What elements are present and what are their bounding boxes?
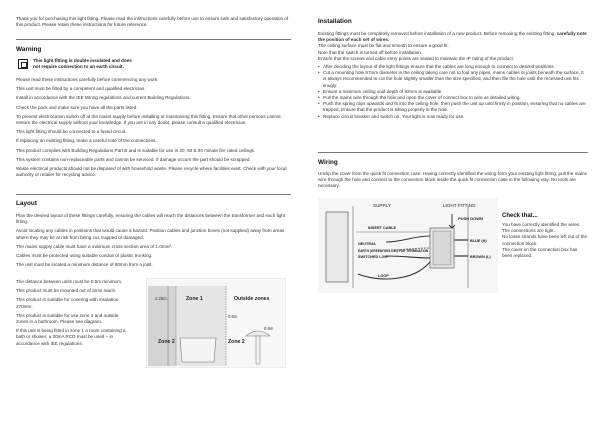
check-line: No loose strands have been left out of the connection block. [502, 234, 588, 246]
warning-heading: Warning [16, 46, 42, 53]
layout-para: This product is suitable for covering with insulation 270mm. [16, 297, 119, 309]
layout-list-2 [16, 279, 131, 347]
intro-text: Thank you for purchasing this light fitting. Please read the instructions carefully before use to ensure safe and satisfactory operation of this product. Please retain these instructions for future reference. [16, 16, 289, 28]
installation-step: • Replace circuit breaker and switch on. Your light is now ready for use. [318, 114, 588, 120]
layout-para: Cables must be protected using suitable conduit or plastic trunking. [16, 253, 153, 259]
installation-para: Note that the switch is turned off before installation. [318, 49, 423, 55]
wiring-heading: Wiring [318, 159, 338, 166]
double-insulated-note: This light fitting is double insulated and does not require connection to an earth circuit. [33, 58, 132, 70]
installation-step: • Pull the mains wire through the hole and open the cover of connect box to wire as detailed wiring. [318, 95, 588, 101]
outside-zones-label: Outside zones [234, 296, 270, 302]
zone2-right-label: Zone 2 [228, 339, 245, 345]
zone1-label: Zone 1 [186, 296, 203, 302]
bathroom-zones-diagram [146, 278, 286, 368]
warning-para: If replacing an existing fitting, make a careful note of the connections. [16, 138, 157, 144]
layout-para: If this unit is being fitted in zone 1 a room containing a bath or shower, a 30mA RCD must be used – in accordance with IEE regulations. [16, 328, 126, 346]
warning-para: This system contains non-replaceable parts and cannot be serviced. If damage occurs the part should be scrapped. [16, 156, 251, 162]
installation-para: Ensure that the screws and cable entry points are sealed to maintain the IP rating of the product. [318, 55, 515, 61]
switched-live-label: SWITCHED LIVE [358, 255, 388, 259]
neutral-label: NEUTRAL [358, 242, 377, 246]
layout-para: This product is suitable for use zone 2 and outside zones in a bathroom. Please see diagram. [16, 312, 119, 325]
loop-label: LOOP [378, 274, 389, 278]
double-insulated-icon [18, 59, 28, 69]
layout-list [16, 213, 291, 268]
push-down-label: PUSH DOWN [458, 216, 483, 221]
layout-heading: Layout [16, 200, 37, 207]
bath-shape [180, 338, 216, 362]
installation-para: The ceiling surface must be flat and smooth to ensure a good fit. [318, 43, 449, 49]
divider [16, 194, 291, 195]
brown-label: BROWN (L) [470, 255, 491, 259]
warning-para: This unit must be fitted by a competent and qualified electrician. [16, 86, 146, 92]
wiring-diagram [318, 198, 498, 293]
layout-para: Avoid locating any cables in positions that would cause a hazard. Position cables and junction boxes (not supplied) away from areas where they may be at risk from being cut, trapped or damaged. [16, 228, 285, 240]
installation-text [318, 31, 588, 120]
warning-para: To prevent electrocution switch off at the mains supply before installing or maintaining this fitting. Ensure that other persons cannot restore the electrical supply without your knowledge. If you are in any doubt, please consult a qualified electrician. [16, 113, 281, 126]
installation-step: • After deciding the layout of the light fittings ensure that the cables are long enough to connect to desired positions. [318, 64, 588, 70]
dim-06-bottom-label: 0.6m [264, 326, 274, 331]
check-line: The connections are tight. [502, 228, 555, 234]
wiring-text: Unclip the cover from the quick fit connection case. Having correctly identified the wiring form your existing light fitting, pull the mains wire through the hole and connect to the connection block inside the quick fit connection case in the following way. No tools are necessary. [318, 171, 587, 189]
zone2-left-label: Zone 2 [158, 339, 175, 345]
divider [16, 39, 291, 40]
warning-para: This light fitting should be connected to a fused circuit. [16, 129, 127, 135]
divider [318, 152, 588, 153]
insert-cable-label: INSERT CABLE [368, 226, 397, 230]
installation-steps [318, 64, 588, 120]
terminal-block-inner [433, 231, 451, 265]
layout-para: Plan the desired layout of these fittings carefully, ensuring the cables will reach the distances between the transformer and each light fitting. [16, 213, 286, 225]
basin-pedestal [256, 336, 260, 364]
installation-heading: Installation [318, 18, 352, 25]
layout-para: The distance between units must be 0.5m minimum. [16, 279, 123, 284]
check-line: You have correctly identified the wires. [502, 222, 581, 227]
warning-para: Waste electrical products should not be disposed of with household waste. Please recycle where facilities exist. Check with your local authority or retailer for recycling advice. [16, 166, 287, 178]
check-heading: Check that... [502, 213, 538, 219]
warning-para: This product complies with Building Regulations Part B and is suitable for use in 30, 60 & 90 minute fire rated ceilings. [16, 147, 256, 153]
blue-label: BLUE (N) [470, 239, 487, 243]
check-line: The cover on the connection box has been replaced. [502, 246, 578, 259]
dim-225-label: 2.25m [155, 296, 167, 301]
warning-para: Please read these instructions carefully before commencing any work [16, 77, 158, 82]
layout-para: This product must be mounted out of arms reach. [16, 288, 117, 294]
light-fitting-label: LIGHT FITTING [443, 203, 476, 208]
warning-para: Install in accordance with the IEE Wiring regulations and current Building Regulations. [16, 95, 191, 101]
installation-para: Existing fittings must be completely removed before installation of a new product. Before removing the existing fitting, carefully note the position of each set of wires. [318, 31, 587, 43]
warning-list [16, 77, 291, 178]
installation-step: • Ensure a minimum ceiling void depth of 82mm is available. [318, 89, 588, 95]
installation-step: • Push the spring clips upwards and fit into the ceiling hole, then push the unit up until firmly in position, ensuring that no cables are trapped. Ensure that the product is sitting properly in the hole. [318, 101, 588, 113]
dim-06-top-label: 0.6m [228, 314, 238, 319]
junction-box-left [326, 212, 348, 282]
warning-para: Check the pack and make sure you have all the parts listed. [16, 104, 138, 110]
layout-para: The mains supply cable must have a minimum cross section area of 1.0mm². [16, 243, 173, 249]
earth-label: EARTH (GREEN/YELLOW) FOR TERMINATION [358, 249, 429, 253]
installation-step: • Cut a mounting hole 57mm diameter in the ceiling taking care not to foul any pipes, mains cables or joists beneath the surface. It is always recommended to cut the hole slightly smaller than the size specified, and then file the hole until the recessed unit fits snugly. [318, 70, 588, 89]
supply-label: SUPPLY [373, 203, 391, 208]
check-panel [502, 213, 588, 259]
layout-para: The unit must be located a minimum distance of 50mm from a joist. [16, 262, 153, 268]
